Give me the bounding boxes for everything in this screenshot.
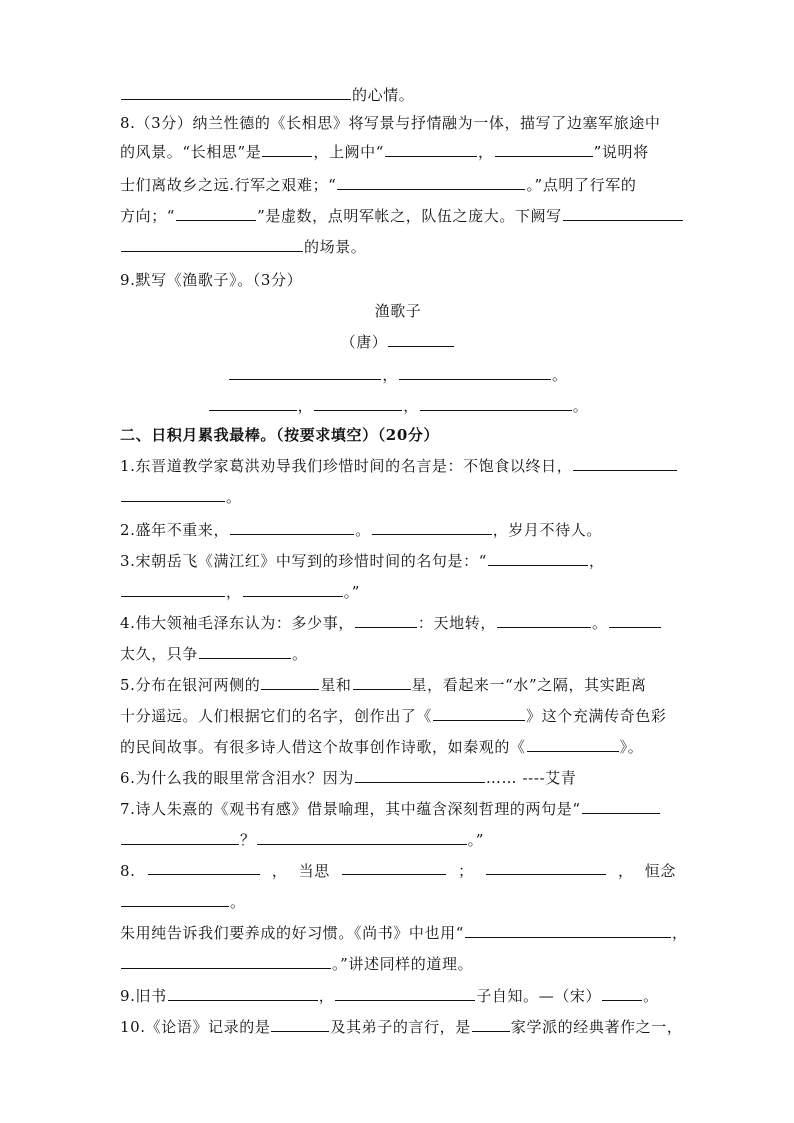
line-text: …… ----艾青: [485, 769, 577, 787]
line-text: 的民间故事。有很多诗人借这个故事创作诗歌，如秦观的《: [120, 738, 526, 756]
answer-blank[interactable]: [399, 365, 551, 380]
line-text: 朱用纯告诉我们要养成的好习惯。《尚书》中也用“: [120, 924, 464, 942]
line-text: 士们离故乡之远.行军之艰难；“: [120, 176, 337, 194]
line-text: 二、日积月累我最棒。（按要求填空）（20分）: [120, 426, 440, 444]
line-text: 1.东晋道教学家葛洪劝导我们珍惜时间的名言是：不饱食以终日，: [120, 457, 573, 475]
text-line: [120, 922, 688, 944]
answer-blank[interactable]: [527, 737, 619, 752]
answer-blank[interactable]: [229, 365, 381, 380]
answer-blank[interactable]: [230, 520, 354, 535]
text-line: [120, 550, 676, 572]
answer-blank[interactable]: [602, 986, 642, 1001]
answer-blank[interactable]: [261, 675, 319, 690]
text-line: [120, 486, 676, 508]
answer-blank[interactable]: [385, 142, 477, 157]
line-text: ，: [478, 143, 494, 161]
line-text: 当思: [298, 862, 330, 880]
answer-blank[interactable]: [465, 923, 671, 938]
line-text: 2.盛年不重来，: [120, 521, 230, 539]
text-line: [120, 953, 676, 975]
answer-blank[interactable]: [121, 237, 303, 252]
text-line: [120, 236, 676, 258]
answer-blank[interactable]: [337, 175, 525, 190]
line-text: 。”: [343, 583, 360, 601]
line-text: ，: [318, 987, 335, 1005]
line-text: 恒念: [644, 862, 676, 880]
line-text: ：天地转，: [417, 614, 496, 632]
line-text: 的风景。“长相思”是: [120, 143, 262, 161]
line-text: 及其弟子的言行，是: [330, 1018, 471, 1036]
line-text: ？: [240, 831, 256, 849]
text-line: [120, 891, 676, 913]
line-text: 的心情。: [352, 86, 415, 104]
line-text: 太久，只争: [120, 645, 199, 663]
line-text: ，: [671, 924, 688, 942]
answer-blank[interactable]: [121, 582, 225, 597]
line-text: 》。: [619, 738, 644, 756]
answer-blank[interactable]: [199, 644, 291, 659]
text-line: [120, 860, 676, 882]
answer-blank[interactable]: [495, 142, 593, 157]
text-line: [120, 364, 676, 386]
line-text: 。: [591, 614, 608, 632]
line-text: 家学派的经典著作之一，: [510, 1018, 683, 1036]
line-text: 的场景。: [304, 238, 367, 256]
line-text: 。: [292, 645, 308, 663]
line-text: 星，看起来一“水”之隔，其实距离: [411, 676, 647, 694]
text-line: [120, 331, 676, 353]
answer-blank[interactable]: [257, 830, 467, 845]
line-text: 8.: [120, 862, 136, 880]
text-line: [120, 1016, 683, 1038]
line-text: 9.旧书: [120, 987, 167, 1005]
line-text: 星和: [320, 676, 352, 694]
line-text: 。: [226, 488, 242, 506]
line-text: 6.为什么我的眼里常含泪水？因为: [120, 769, 354, 787]
line-text: ，: [618, 862, 634, 880]
line-text: 十分遥远。人们根据它们的名字，创作出了《: [120, 707, 433, 725]
text-line: [120, 112, 676, 134]
line-text: ”说明将: [593, 143, 649, 161]
line-text: 。: [643, 987, 659, 1005]
text-line: [120, 829, 676, 851]
line-text: 子自知。—（宋）: [476, 987, 602, 1005]
line-text: 。”点明了行军的: [526, 176, 637, 194]
answer-blank[interactable]: [573, 456, 677, 471]
text-line: [120, 612, 676, 634]
line-text: 。: [552, 366, 568, 384]
text-line: [120, 300, 676, 322]
answer-blank[interactable]: [353, 675, 411, 690]
answer-blank[interactable]: [355, 768, 485, 783]
answer-blank[interactable]: [388, 332, 454, 347]
line-text: 。: [230, 893, 246, 911]
answer-blank[interactable]: [121, 892, 229, 907]
line-text: ，: [226, 583, 242, 601]
text-line: [120, 798, 676, 820]
line-text: 》这个充满传奇色彩: [526, 707, 667, 725]
line-text: 渔歌子: [374, 302, 422, 320]
answer-blank[interactable]: [563, 206, 683, 221]
answer-blank[interactable]: [121, 487, 225, 502]
line-text: ，: [382, 366, 398, 384]
text-line: [120, 174, 676, 196]
answer-blank[interactable]: [582, 799, 660, 814]
text-line: [120, 269, 676, 291]
answer-blank[interactable]: [121, 85, 351, 100]
answer-blank[interactable]: [243, 582, 343, 597]
line-text: 4.伟大领袖毛泽东认为：多少事，: [120, 614, 354, 632]
answer-blank[interactable]: [488, 551, 588, 566]
text-line: [120, 705, 676, 727]
line-text: ，: [297, 397, 314, 415]
text-line: [120, 455, 676, 477]
line-text: ，: [403, 397, 419, 415]
line-text: 8.（3分）纳兰性德的《长相思》将写景与抒情融为一体，描写了边塞军旅途中: [120, 114, 661, 132]
text-line: [120, 643, 676, 665]
answer-blank[interactable]: [486, 860, 606, 875]
answer-blank[interactable]: [497, 613, 591, 628]
text-line: [120, 674, 676, 696]
line-text: ，: [271, 862, 288, 880]
text-line: [120, 424, 676, 446]
text-line: [120, 84, 676, 106]
line-text: 7.诗人朱熹的《观书有感》借景喻理，其中蕴含深刻哲理的两句是“: [120, 800, 581, 818]
line-text: 。”: [467, 831, 484, 849]
line-text: 。: [572, 397, 589, 415]
line-text: 5.分布在银河两侧的: [120, 676, 261, 694]
answer-blank[interactable]: [335, 986, 475, 1001]
line-text: ，: [588, 552, 605, 570]
text-line: [120, 767, 676, 789]
text-line: [120, 985, 676, 1007]
text-line: [120, 205, 676, 227]
line-text: 3.宋朝岳飞《满江红》中写到的珍惜时间的名句是：“: [120, 552, 487, 570]
answer-blank[interactable]: [472, 1017, 510, 1032]
answer-blank[interactable]: [262, 142, 312, 157]
line-text: 方向；“: [120, 207, 176, 225]
text-line: [120, 519, 676, 541]
text-line: [120, 736, 676, 758]
answer-blank[interactable]: [433, 706, 525, 721]
text-line: [120, 581, 676, 603]
answer-blank[interactable]: [168, 986, 318, 1001]
answer-blank[interactable]: [148, 860, 260, 875]
answer-blank[interactable]: [271, 1017, 329, 1032]
line-text: 9.默写《渔歌子》。（3分）: [120, 271, 303, 289]
line-text: ，岁月不待人。: [492, 521, 602, 539]
line-text: 10.《论语》记录的是: [120, 1018, 271, 1036]
answer-blank[interactable]: [420, 396, 572, 411]
answer-blank[interactable]: [176, 206, 256, 221]
answer-blank[interactable]: [121, 830, 239, 845]
answer-blank[interactable]: [314, 396, 402, 411]
line-text: ，上阙中“: [313, 143, 385, 161]
text-line: [120, 141, 676, 163]
answer-blank[interactable]: [372, 520, 492, 535]
line-text: ；: [458, 862, 474, 880]
answer-blank[interactable]: [342, 860, 446, 875]
answer-blank[interactable]: [209, 396, 297, 411]
answer-blank[interactable]: [355, 613, 417, 628]
text-line: [120, 395, 676, 417]
line-text: 。”讲述同样的道理。: [332, 955, 474, 973]
line-text: ”是虚数，点明军帐之，队伍之庞大。下阙写: [257, 207, 562, 225]
line-text: （唐）: [340, 333, 388, 351]
line-text: 。: [355, 521, 371, 539]
answer-blank[interactable]: [609, 613, 661, 628]
answer-blank[interactable]: [121, 954, 331, 969]
